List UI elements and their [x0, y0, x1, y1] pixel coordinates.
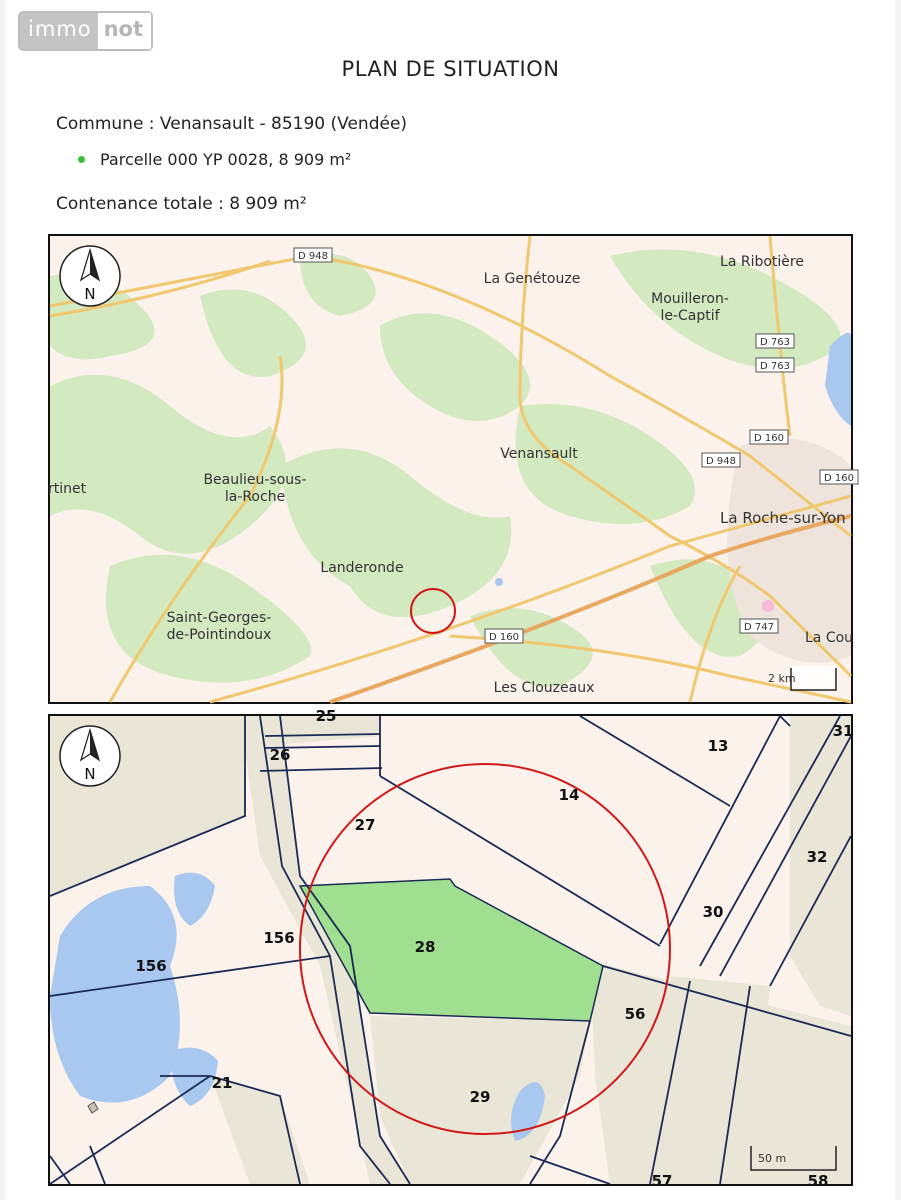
north-arrow: [60, 726, 120, 786]
place-label: Venansault: [500, 446, 578, 462]
scale-label: 2 km: [768, 672, 796, 685]
place-label: La Genétouze: [483, 271, 581, 287]
parcel-text: Parcelle 000 YP 0028, 8 909 m²: [100, 150, 352, 169]
place-label: rtinet: [48, 481, 87, 497]
road-label: D 948: [706, 456, 736, 467]
parcel-number: 56: [624, 1005, 646, 1023]
parcel-number: 27: [354, 816, 376, 834]
immonot-logo: [18, 11, 153, 51]
north-label: N: [84, 765, 96, 783]
place-label: Beaulieu-sous-: [203, 472, 307, 488]
total-area: Contenance totale : 8 909 m²: [56, 194, 307, 214]
place-label: La Roche-sur-Yon: [720, 509, 846, 527]
parcel-number: 58: [807, 1172, 829, 1190]
place-label: La Ribotière: [720, 254, 804, 270]
place-label: Mouilleron-: [651, 291, 729, 307]
road-label: D 763: [760, 361, 790, 372]
page-title: PLAN DE SITUATION: [341, 57, 560, 81]
parcel-number: 29: [469, 1088, 491, 1106]
place-label: Landeronde: [320, 560, 404, 576]
place-label: la-Roche: [224, 489, 286, 505]
parcel-number: 13: [707, 737, 729, 755]
road-label: D 160: [489, 632, 519, 643]
place-label: La Cou: [805, 630, 854, 646]
parcel-number: 14: [558, 786, 580, 804]
place-label: de-Pointindoux: [166, 627, 272, 643]
commune-line: Commune : Venansault - 85190 (Vendée): [56, 114, 408, 134]
logo-part-2: not: [98, 13, 151, 49]
north-label: N: [84, 285, 96, 303]
parcel-bullet: [78, 156, 85, 163]
place-label: Les Clouzeaux: [493, 680, 595, 696]
parcel-number: 57: [651, 1172, 673, 1190]
parcel-number: 21: [211, 1074, 233, 1092]
overview-map: [48, 234, 853, 704]
parcel-number: 156: [135, 957, 167, 975]
parcel-number: 156: [263, 929, 295, 947]
parcel-item: [78, 150, 351, 169]
road-label: D 763: [760, 337, 790, 348]
parcel-number: 30: [702, 903, 724, 921]
parcel-number: 28: [414, 938, 436, 956]
place-label: Saint-Georges-: [166, 610, 272, 626]
parcel-number: 26: [269, 746, 291, 764]
road-label: D 747: [744, 622, 774, 633]
north-arrow: [60, 246, 120, 306]
scale-label: 50 m: [758, 1152, 787, 1165]
parcel-number: 31: [832, 722, 854, 740]
road-label: D 160: [754, 433, 784, 444]
place-label: le-Captif: [660, 308, 720, 324]
parcel-number: 25: [315, 707, 337, 725]
road-label: D 160: [824, 473, 854, 484]
logo-part-1: immo: [20, 13, 98, 49]
parcel-number: 32: [806, 848, 828, 866]
cadastre-map: [48, 707, 854, 1190]
road-label: D 948: [298, 251, 328, 262]
